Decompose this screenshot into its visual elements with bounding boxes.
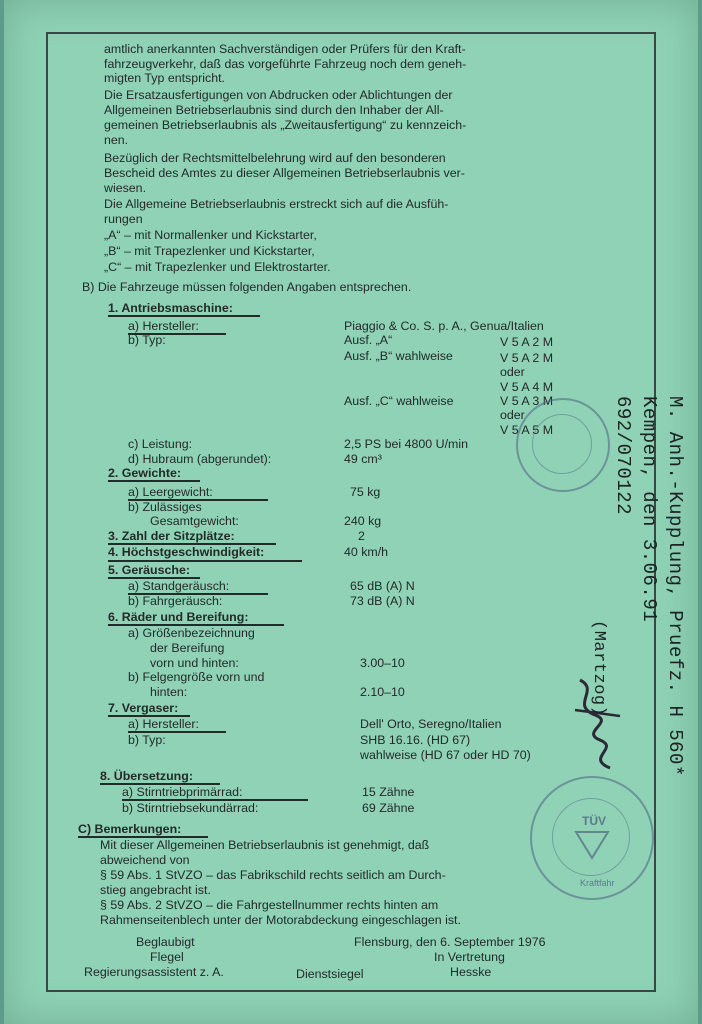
intro-line: migten Typ entspricht. [104, 71, 225, 85]
typed-annotation-line-4: (Martzog) [589, 620, 608, 717]
gewichte-heading: 2. Gewichte: [108, 466, 181, 480]
tuv-triangle-icon [574, 830, 610, 860]
intro-line: rungen [104, 212, 143, 226]
uebersetzung-heading: 8. Übersetzung: [100, 769, 193, 783]
vergaser-hersteller-label: a) Hersteller: [128, 717, 199, 731]
sitzplaetze-heading: 3. Zahl der Sitzplätze: [108, 529, 235, 543]
groessenbezeichnung-label: a) Größenbezeichnung [128, 626, 255, 640]
document-page [4, 0, 698, 1024]
vergaser-typ-value-2: wahlweise (HD 67 oder HD 70) [360, 748, 531, 762]
stamp-kraftfahr-text: Kraftfahr [580, 878, 615, 888]
intro-line: Bezüglich der Rechtsmittelbelehrung wird auf den besonderen [104, 151, 446, 165]
standgeraeusch-label: a) Standgeräusch: [128, 579, 230, 593]
typ-label: b) Typ: [128, 333, 166, 347]
place-date-text: Flensburg, den 6. September 1976 [354, 935, 546, 949]
intro-line: „A“ – mit Normallenker und Kickstarter, [104, 228, 317, 242]
bereifung-label: der Bereifung [150, 641, 225, 655]
intro-line: Die Allgemeine Betriebserlaubnis erstreckt sich auf die Ausfüh- [104, 197, 449, 211]
felgen-hinten-label: hinten: [150, 685, 188, 699]
zulaessiges-label: b) Zulässiges [128, 500, 202, 514]
vertretung-text: In Vertretung [434, 950, 505, 964]
intro-line: „B“ – mit Trapezlenker und Kickstarter, [104, 244, 315, 258]
heading-underline [108, 315, 260, 317]
hoechstgeschwindigkeit-value: 40 km/h [344, 545, 389, 559]
hersteller-value: Piaggio & Co. S. p. A., Genua/Italien [344, 319, 544, 333]
oder-text: oder [500, 365, 525, 379]
stirntriebprimaerrad-value: 15 Zähne [362, 785, 415, 799]
typed-annotation-line-1: M. Anh.-Kupplung, Pruefz. H 560* [664, 396, 686, 777]
tuv-stamp-label: TÜV [582, 814, 606, 828]
heading-underline [108, 480, 200, 482]
tuv-stamp [530, 776, 654, 900]
standgeraeusch-value: 65 dB (A) N [350, 579, 415, 593]
intro-line: Die Ersatzausfertigungen von Abdrucken oder Ablichtungen der [104, 88, 453, 102]
bemerkungen-line: Mit dieser Allgemeinen Betriebserlaubnis ist genehmigt, daß [100, 838, 430, 852]
intro-line: Allgemeinen Betriebserlaubnis sind durch den Inhaber der All- [104, 103, 444, 117]
assistent-text: Regierungsassistent z. A. [84, 965, 224, 979]
felgengroesse-label: b) Felgengröße vorn und [128, 670, 265, 684]
stirntriebprimaerrad-label: a) Stirntriebprimärrad: [122, 785, 243, 799]
vergaser-hersteller-value: Dell' Orto, Seregno/Italien [360, 717, 502, 731]
intro-line: nen. [104, 133, 129, 147]
leistung-value: 2,5 PS bei 4800 U/min [344, 437, 468, 451]
gesamtgewicht-value: 240 kg [344, 514, 382, 528]
hubraum-value: 49 cm³ [344, 452, 382, 466]
intro-line: wiesen. [104, 181, 147, 195]
ausf-a-value: V 5 A 2 M [500, 335, 554, 349]
intro-line: Bescheid des Amtes zu dieser Allgemeinen Betriebserlaubnis ver- [104, 166, 465, 180]
section-b-heading: B) Die Fahrzeuge müssen folgenden Angaben entsprechen. [82, 280, 412, 294]
bemerkungen-heading: C) Bemerkungen: [78, 822, 182, 836]
raeder-heading: 6. Räder und Bereifung: [108, 610, 249, 624]
hubraum-label: d) Hubraum (abgerundet): [128, 452, 272, 466]
ausf-b-label: Ausf. „B“ wahlweise [344, 349, 453, 363]
hoechstgeschwindigkeit-heading: 4. Höchstgeschwindigkeit: [108, 545, 265, 559]
hesske-text: Hesske [450, 965, 492, 979]
vergaser-typ-value-1: SHB 16.16. (HD 67) [360, 733, 471, 747]
gesamtgewicht-label: Gesamtgewicht: [150, 514, 239, 528]
stirntriebsekundaerrad-label: b) Stirntriebsekundärrad: [122, 801, 259, 815]
leergewicht-label: a) Leergewicht: [128, 485, 213, 499]
hersteller-label: a) Hersteller: [128, 319, 199, 333]
ausf-c-value-2: V 5 A 5 M [500, 423, 554, 437]
ausf-c-label: Ausf. „C“ wahlweise [344, 394, 454, 408]
leergewicht-value: 75 kg [350, 485, 381, 499]
bemerkungen-line: § 59 Abs. 1 StVZO – das Fabrikschild rechts seitlich am Durch- [100, 868, 446, 882]
dienstsiegel-text: Dienstsiegel [296, 967, 364, 981]
heading-underline [108, 560, 302, 562]
bereifung-value: 3.00–10 [360, 656, 405, 670]
antriebsmaschine-heading: 1. Antriebsmaschine: [108, 301, 233, 315]
intro-line: amtlich anerkannten Sachverständigen oder Prüfers für den Kraft- [104, 42, 466, 56]
oder-text: oder [500, 408, 525, 422]
bemerkungen-line: § 59 Abs. 2 StVZO – die Fahrgestellnummer rechts hinten am [100, 898, 439, 912]
ausf-c-value-1: V 5 A 3 M [500, 394, 554, 408]
typed-annotation-line-3: 692/070122 [612, 396, 634, 516]
fahrgeraeusch-value: 73 dB (A) N [350, 594, 415, 608]
leistung-label: c) Leistung: [128, 437, 193, 451]
flegel-text: Flegel [150, 950, 184, 964]
bemerkungen-line: Rahmenseitenblech unter der Motorabdeckung eingeschlagen ist. [100, 913, 461, 927]
beglaubigt-text: Beglaubigt [136, 935, 195, 949]
vergaser-typ-label: b) Typ: [128, 733, 166, 747]
felgengroesse-value: 2.10–10 [360, 685, 405, 699]
intro-line: fahrzeugverkehr, daß das vorgeführte Fahrzeug noch dem geneh- [104, 57, 467, 71]
stirntriebsekundaerrad-value: 69 Zähne [362, 801, 415, 815]
ausf-b-value-2: V 5 A 4 M [500, 380, 554, 394]
bemerkungen-line: stieg angebracht ist. [100, 883, 211, 897]
intro-line: „C“ – mit Trapezlenker und Elektrostarter. [104, 260, 331, 274]
typed-annotation-line-2: Kempen, den 3.06.91 [638, 396, 660, 623]
vorn-hinten-label: vorn und hinten: [150, 656, 239, 670]
intro-line: gemeinen Betriebserlaubnis als „Zweitausfertigung“ zu kennzeich- [104, 118, 467, 132]
fahrgeraeusch-label: b) Fahrgeräusch: [128, 594, 223, 608]
ausf-b-value-1: V 5 A 2 M [500, 351, 554, 365]
sitzplaetze-value: 2 [358, 529, 365, 543]
ausf-a-label: Ausf. „A“ [344, 333, 393, 347]
geraeusche-heading: 5. Geräusche: [108, 563, 190, 577]
round-stamp-top [516, 398, 610, 492]
bemerkungen-line: abweichend von [100, 853, 190, 867]
vergaser-heading: 7. Vergaser: [108, 701, 179, 715]
